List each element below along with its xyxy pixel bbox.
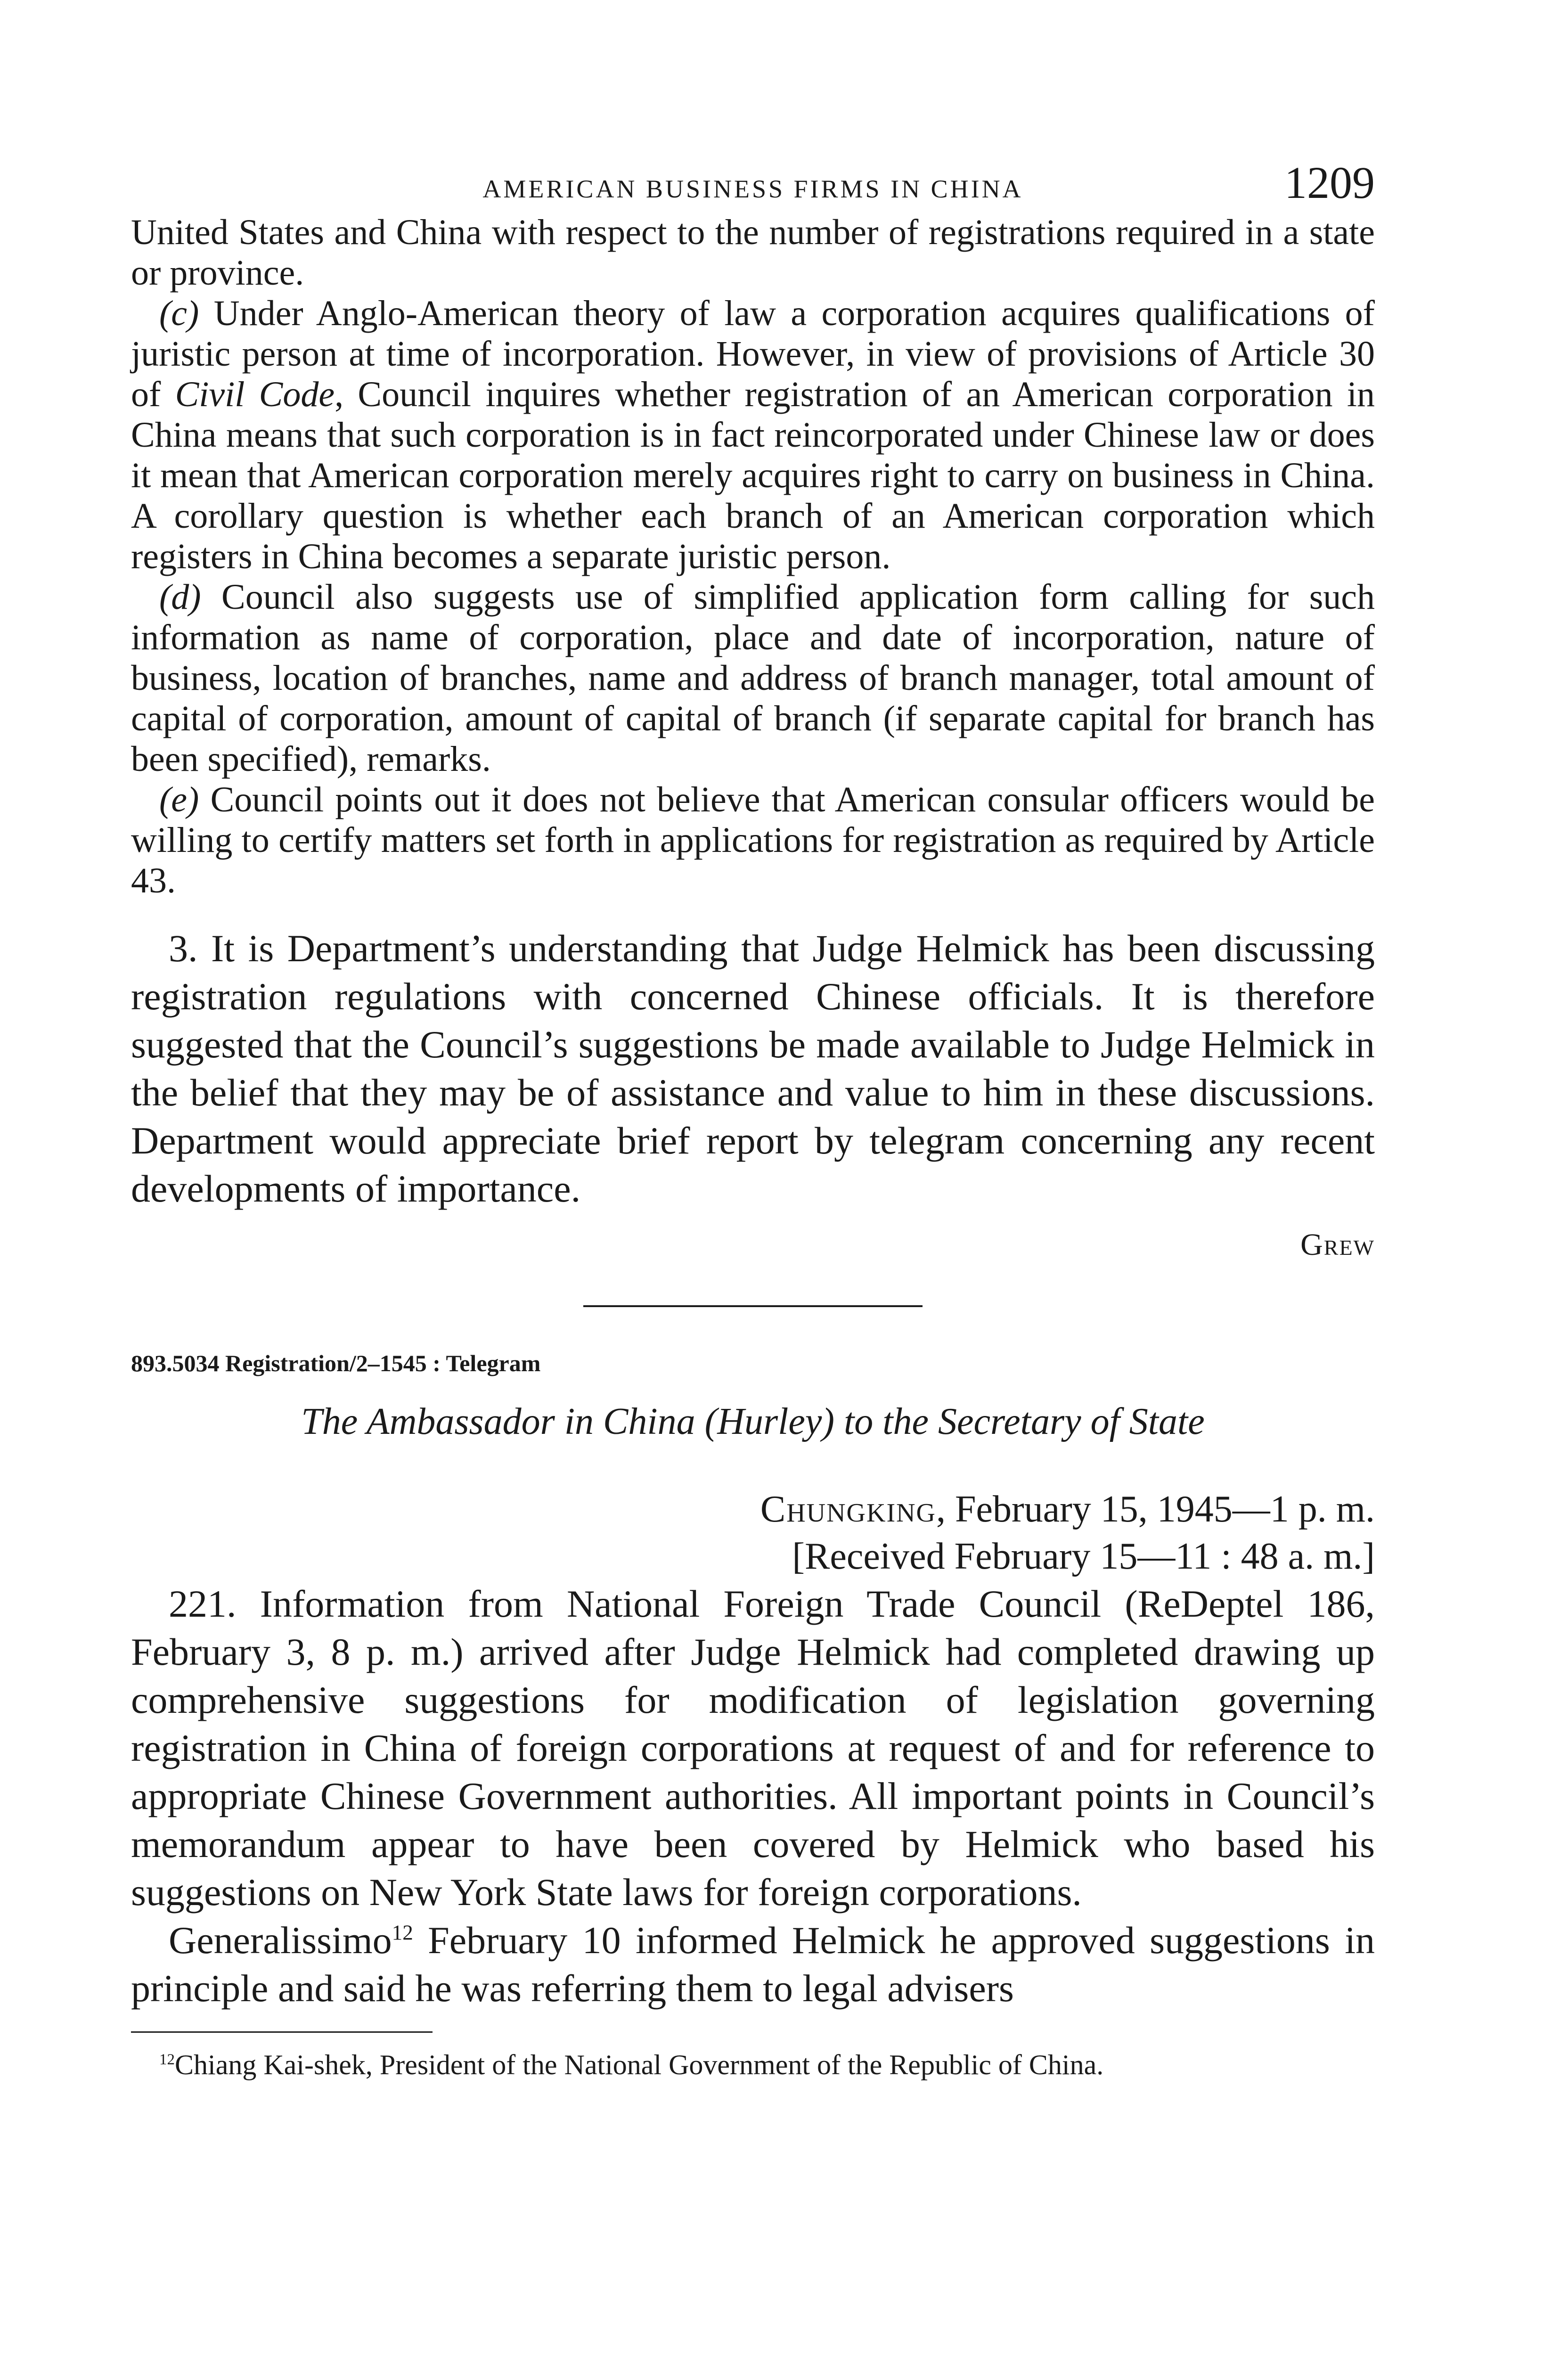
section-divider [583, 1305, 923, 1307]
paragraph-3-block [131, 924, 1375, 1213]
document-title-part-1: The Ambassador in China ( [301, 1401, 718, 1442]
label-d: (d) [159, 577, 201, 617]
paragraph-221: 221. Information from National Foreign Trade Council (ReDeptel 186, February 3, 8 p. m.) arrived after Judge Helmick had completed drawing up comprehensive suggestions for modification of legislation governing registration in China of foreign corporations at request of and for reference to appropriate Chinese Government authorities. All important points in Council’s memorandum appear to have been covered by Helmick who based his suggestions on New York State laws for foreign corporations. [131, 1582, 1375, 1914]
paragraph-c-text-1: Under Anglo-American theory of law a corporation acquires qualifications of juristic person at time of incorporation. However, in view of provisions of Article 30 of [131, 294, 1375, 414]
running-title: AMERICAN BUSINESS FIRMS IN CHINA [482, 175, 1023, 203]
paragraph-continuation: United States and China with respect to the number of registrations required in a state or province. [131, 213, 1375, 293]
paragraph-c [131, 293, 1375, 577]
dateline-received: [Received February 15—11 : 48 a. m.] [792, 1536, 1375, 1577]
footnote-text: Chiang Kai-shek, President of the National Government of the Republic of China. [175, 2049, 1104, 2080]
top-section [131, 212, 1375, 901]
page-number: 1209 [1284, 157, 1375, 208]
telegram-body [131, 1580, 1375, 2012]
dateline-place: Chungking [760, 1489, 936, 1530]
paragraph-generalissimo [131, 1916, 1375, 2012]
document-title-name: Hurley [717, 1401, 822, 1442]
document-page [131, 157, 1375, 2080]
paragraph-e [131, 779, 1375, 901]
paragraph-d [131, 577, 1375, 779]
label-c: (c) [159, 294, 199, 333]
dateline [131, 1486, 1375, 1580]
document-title [131, 1400, 1375, 1443]
signature: Grew [1300, 1227, 1375, 1262]
paragraph-3: 3. It is Department’s understanding that Judge Helmick has been discussing registration regulations with concerned Chinese officials. It is therefore suggested that the Council’s suggestions be made available to Judge Helmick in the belief that they may be of assistance and value to him in these discussions. Department would appreciate brief report by telegram concerning any recent developments of importance. [131, 927, 1375, 1210]
paragraph-c-text-2: , Council inquires whether registration of an American corporation in China means that such corporation is in fact reincorporated under Chinese law or does it mean that American corporation merely acquires right to carry on business in China. A corollary question is whether each branch of an American corporation which registers in China becomes a separate juristic person. [131, 375, 1375, 576]
footnote-divider [131, 2031, 433, 2033]
dateline-date: , February 15, 1945—1 p. m. [936, 1489, 1375, 1530]
document-title-part-2: ) to the Secretary of State [822, 1401, 1205, 1442]
file-reference: 893.5034 Registration/2–1545 : Telegram [131, 1350, 541, 1376]
running-header [131, 157, 1375, 212]
paragraph-generalissimo-2: February 10 informed Helmick he approved suggestions in principle and said he was referring them to legal advisers [131, 1919, 1375, 2010]
label-e: (e) [159, 780, 199, 819]
footnote-reference: 12 [392, 1921, 413, 1945]
paragraph-d-text: Council also suggests use of simplified application form calling for such information as name of corporation, place and date of incorporation, nature of business, location of branches, name and address of branch manager, total amount of capital of corporation, amount of capital of branch (if separate capital for branch has been specified), remarks. [131, 577, 1375, 779]
civil-code-italic: Civil Code [175, 375, 335, 414]
paragraph-e-text: Council points out it does not believe that American consular officers would be willing to certify matters set forth in applications for registration as required by Article 43. [131, 780, 1375, 900]
footnote [131, 2050, 1375, 2080]
paragraph-generalissimo-1: Generalissimo [169, 1919, 392, 1962]
footnote-marker: 12 [159, 2051, 175, 2068]
dateline-sent [131, 1486, 1375, 1533]
